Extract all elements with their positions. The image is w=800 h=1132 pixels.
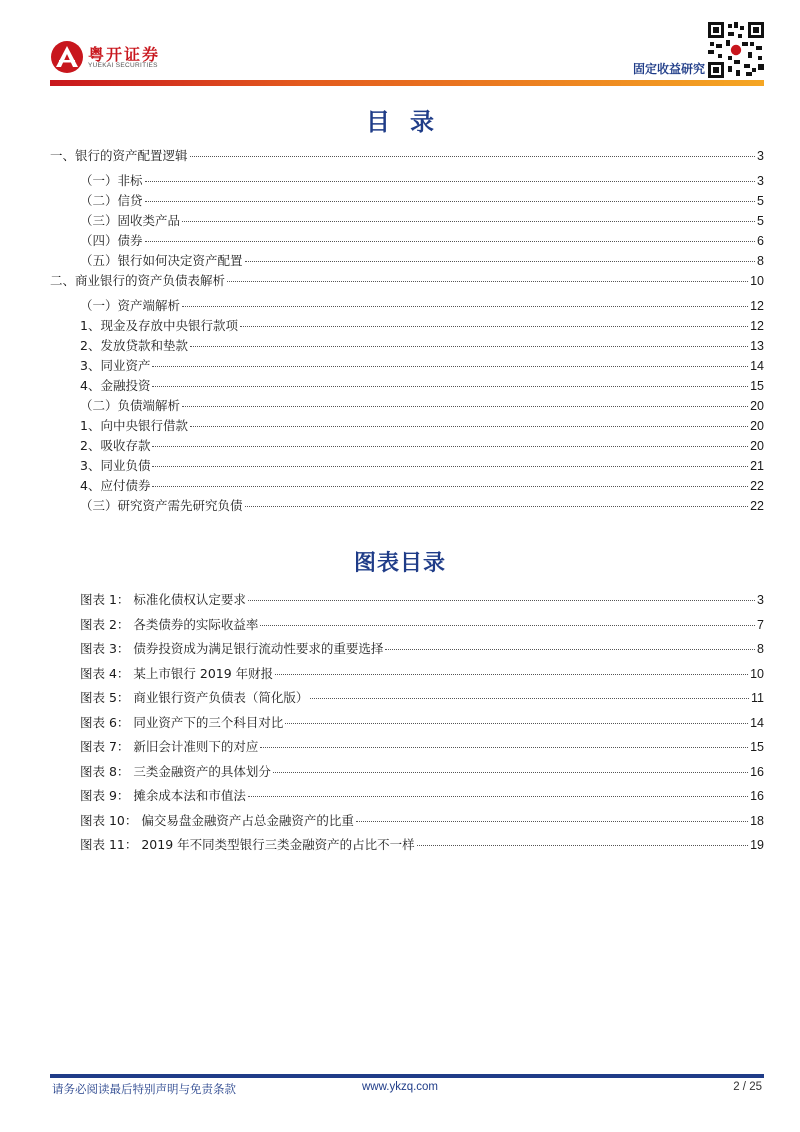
dot-leader: [385, 649, 755, 650]
header-divider: [50, 80, 764, 86]
dot-leader: [145, 201, 756, 202]
dot-leader: [152, 466, 748, 467]
toc-entry[interactable]: [50, 273, 764, 289]
dot-leader: [417, 845, 748, 846]
research-category-label: 固定收益研究: [632, 62, 705, 76]
figure-entry-page: 7: [757, 618, 764, 632]
toc-entry-page: 22: [750, 479, 764, 493]
dot-leader: [152, 486, 748, 487]
figure-entry-title: 图表 9： 摊余成本法和市值法: [80, 788, 246, 803]
toc-entry-title: （二）信贷: [80, 193, 143, 208]
brand-name-cn: 粤开证券: [88, 45, 161, 64]
toc-entry-page: 15: [750, 379, 764, 393]
figure-entry-title: 图表 2： 各类债券的实际收益率: [80, 617, 259, 632]
figure-entry[interactable]: [80, 666, 764, 682]
toc-entry-page: 5: [757, 214, 764, 228]
toc-entry-page: 21: [750, 459, 764, 473]
toc-entry-page: 20: [750, 399, 764, 413]
toc-entry-title: 2、吸收存款: [80, 438, 151, 453]
toc-entry[interactable]: [80, 378, 764, 394]
toc-entry[interactable]: [80, 498, 764, 514]
dot-leader: [190, 156, 756, 157]
dot-leader: [182, 406, 748, 407]
dot-leader: [248, 796, 748, 797]
figure-entry-title: 图表 11： 2019 年不同类型银行三类金融资产的占比不一样: [80, 837, 415, 852]
toc-entry-page: 6: [757, 234, 764, 248]
toc-entry-title: 1、现金及存放中央银行款项: [80, 318, 238, 333]
toc-entry-title: （五）银行如何决定资产配置: [80, 253, 243, 268]
toc-entry[interactable]: [80, 478, 764, 494]
toc-entry-title: 4、金融投资: [80, 378, 151, 393]
figure-entry-page: 16: [750, 789, 764, 803]
dot-leader: [310, 698, 749, 699]
figure-list-title: 图表目录: [353, 551, 446, 576]
figure-entry[interactable]: [80, 788, 764, 804]
dot-leader: [152, 446, 748, 447]
dot-leader: [152, 366, 748, 367]
toc-entry[interactable]: [80, 458, 764, 474]
dot-leader: [240, 326, 748, 327]
toc-entry-title: （四）债券: [80, 233, 143, 248]
figure-entry-page: 16: [750, 765, 764, 779]
page-header: [0, 0, 800, 90]
toc-entry-title: 3、同业资产: [80, 358, 151, 373]
toc-entry[interactable]: [80, 193, 764, 209]
figure-entry[interactable]: [80, 641, 764, 657]
toc-entry[interactable]: [80, 418, 764, 434]
figure-entry[interactable]: [80, 739, 764, 755]
figure-entry-title: 图表 8： 三类金融资产的具体划分: [80, 764, 271, 779]
figure-entry-page: 8: [757, 642, 764, 656]
figure-entry-title: 图表 6： 同业资产下的三个科目对比: [80, 715, 284, 730]
toc-entry-page: 5: [757, 194, 764, 208]
toc-entry-title: 4、应付债券: [80, 478, 151, 493]
toc-entry[interactable]: [50, 148, 764, 164]
toc-entry[interactable]: [80, 398, 764, 414]
figure-entry-page: 15: [750, 740, 764, 754]
brand-name-en: YUEKAI SECURITIES: [88, 62, 158, 69]
dot-leader: [245, 506, 749, 507]
toc-entry-title: 二、商业银行的资产负债表解析: [50, 273, 226, 288]
toc-entry[interactable]: [80, 253, 764, 269]
figure-entry-page: 14: [750, 716, 764, 730]
yuekai-logo-icon: [50, 40, 84, 74]
dot-leader: [190, 346, 748, 347]
dot-leader: [275, 674, 748, 675]
toc-entry-page: 13: [750, 339, 764, 353]
toc-entry-title: 1、向中央银行借款: [80, 418, 188, 433]
figure-entry-page: 19: [750, 838, 764, 852]
toc-entry-page: 3: [757, 149, 764, 163]
figure-entry-page: 11: [751, 691, 764, 705]
toc-title: 目录: [366, 108, 454, 136]
toc-entry-title: （三）固收类产品: [80, 213, 181, 228]
dot-leader: [145, 181, 756, 182]
toc-entry[interactable]: [80, 338, 764, 354]
toc-entry[interactable]: [80, 173, 764, 189]
toc-entry[interactable]: [80, 233, 764, 249]
toc-entry-title: （一）非标: [80, 173, 143, 188]
figure-entry-page: 10: [750, 667, 764, 681]
dot-leader: [152, 386, 748, 387]
dot-leader: [285, 723, 748, 724]
toc-entry-page: 20: [750, 439, 764, 453]
figure-entry[interactable]: [80, 813, 764, 829]
toc-entry[interactable]: [80, 358, 764, 374]
figure-entry-title: 图表 10： 偏交易盘金融资产占总金融资产的比重: [80, 813, 354, 828]
qr-code-icon: [708, 22, 764, 78]
figure-entry[interactable]: [80, 764, 764, 780]
toc-entry[interactable]: [80, 438, 764, 454]
dot-leader: [356, 821, 748, 822]
toc-entry[interactable]: [80, 298, 764, 314]
figure-entry[interactable]: [80, 592, 764, 608]
dot-leader: [248, 600, 755, 601]
dot-leader: [182, 221, 755, 222]
figure-entry-title: 图表 7： 新旧会计准则下的对应: [80, 739, 259, 754]
footer-divider: [50, 1074, 764, 1078]
toc-entry[interactable]: [80, 213, 764, 229]
toc-entry-page: 10: [750, 274, 764, 288]
toc-entry-title: （三）研究资产需先研究负债: [80, 498, 243, 513]
page-indicator: 2 / 25: [733, 1081, 762, 1093]
dot-leader: [273, 772, 748, 773]
brand-logo[interactable]: [50, 40, 170, 76]
toc-entry-page: 14: [750, 359, 764, 373]
figure-entry-page: 3: [757, 593, 764, 607]
disclaimer-link[interactable]: 请务必阅读最后特别声明与免责条款: [52, 1082, 236, 1096]
toc-entry[interactable]: [80, 318, 764, 334]
figure-entry[interactable]: [80, 837, 764, 853]
toc-entry-page: 3: [757, 174, 764, 188]
toc-entry-page: 22: [750, 499, 764, 513]
figure-entry[interactable]: [80, 690, 764, 706]
dot-leader: [260, 747, 748, 748]
dot-leader: [227, 281, 748, 282]
website-link[interactable]: www.ykzq.com: [361, 1081, 439, 1093]
toc-entry-title: （二）负债端解析: [80, 398, 181, 413]
toc-entry-page: 12: [750, 299, 764, 313]
toc-entry-title: 3、同业负债: [80, 458, 151, 473]
toc-entry-title: （一）资产端解析: [80, 298, 181, 313]
dot-leader: [245, 261, 756, 262]
toc-entry-title: 一、银行的资产配置逻辑: [50, 148, 188, 163]
figure-entry-title: 图表 5： 商业银行资产负债表（简化版）: [80, 690, 309, 705]
figure-entry-page: 18: [750, 814, 764, 828]
dot-leader: [190, 426, 748, 427]
figure-entry-title: 图表 4： 某上市银行 2019 年财报: [80, 666, 274, 681]
dot-leader: [182, 306, 748, 307]
toc-entry-page: 12: [750, 319, 764, 333]
toc-entry-page: 8: [757, 254, 764, 268]
figure-entry[interactable]: [80, 617, 764, 633]
figure-entry[interactable]: [80, 715, 764, 731]
dot-leader: [145, 241, 756, 242]
toc-entry-page: 20: [750, 419, 764, 433]
figure-entry-title: 图表 3： 债券投资成为满足银行流动性要求的重要选择: [80, 641, 384, 656]
toc-entry-title: 2、发放贷款和垫款: [80, 338, 188, 353]
dot-leader: [260, 625, 755, 626]
figure-entry-title: 图表 1： 标准化债权认定要求: [80, 592, 246, 607]
